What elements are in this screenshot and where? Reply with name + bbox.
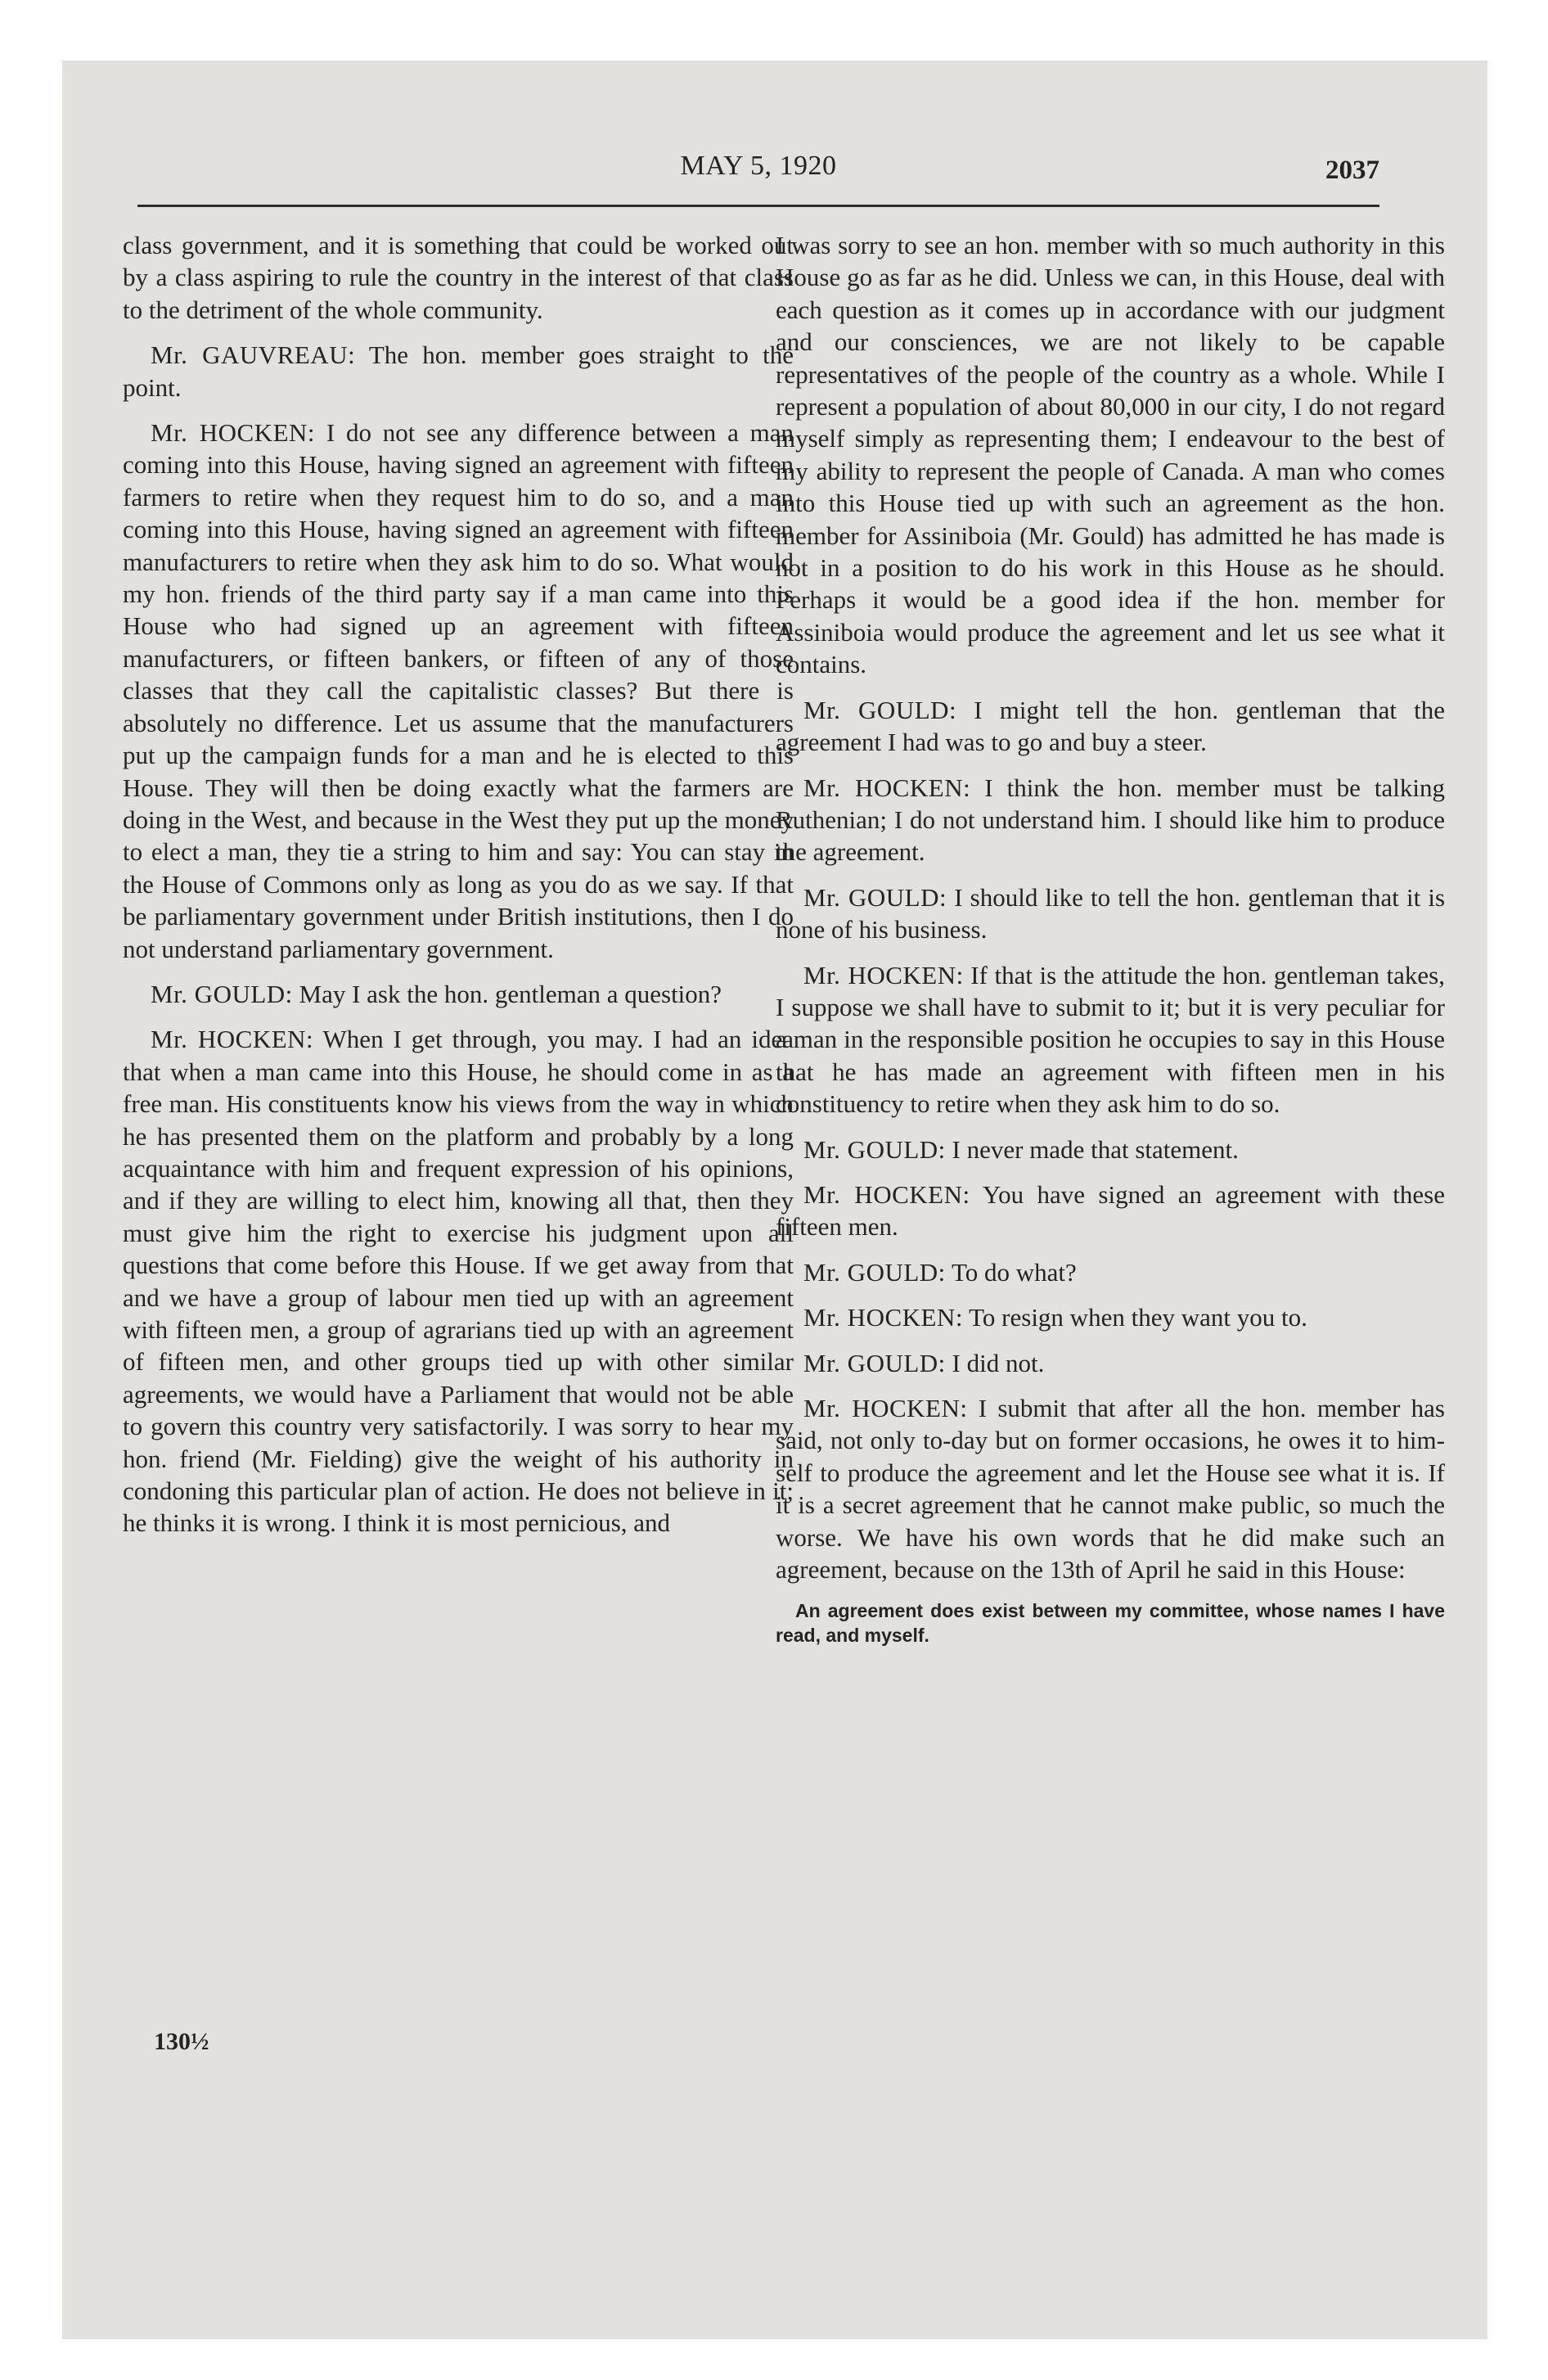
paragraph-text: To do what?: [951, 1257, 1077, 1287]
speaker-name: Mr. HOCKEN:: [803, 773, 971, 802]
paragraph-text: I think the hon. member must be talking Ruthenian; I do not understand him. I should like him to produce the agreement.: [776, 773, 1445, 867]
speaker-name: Mr. HOCKEN:: [151, 1025, 314, 1054]
paragraph: [776, 229, 1445, 681]
paragraph: [776, 1347, 1445, 1379]
paragraph-text: I never made that statement.: [952, 1134, 1239, 1164]
paragraph-text: I submit that after all the hon. member has said, not only to-day but on former occasions, he owes it to himself to produce the agreement and let the House see what it is. If it is a secret agreement that he cannot make public, so much the worse. We have his own words that he did make such an agreement, because on the 13th of April he said in this House:: [776, 1394, 1445, 1584]
speaker-name: Mr. GOULD:: [803, 1348, 946, 1377]
paragraph: [123, 229, 794, 326]
paragraph-text: I did not.: [952, 1348, 1045, 1377]
speaker-name: Mr. GOULD:: [803, 882, 947, 912]
paragraph-text: You have signed an agreement with these fifteen men.: [776, 1179, 1445, 1242]
speaker-name: Mr. HOCKEN:: [803, 1179, 970, 1209]
paragraph: [776, 1134, 1445, 1165]
paragraph-text: To resign when they want you to.: [969, 1303, 1307, 1332]
speaker-name: Mr. GOULD:: [151, 979, 293, 1008]
paragraph-text: The hon. member goes straight to the point.: [123, 340, 794, 402]
speaker-name: Mr. HOCKEN:: [803, 960, 964, 989]
speaker-name: Mr. HOCKEN:: [151, 418, 316, 448]
paragraph-text: I do not see any difference between a man coming into this House, having signed an agreement with fifteen farmers to retire when they request him to do so, and a man coming into this House, having signed an agreement with fifteen manufacturers to retire when they ask him to do so. What would my hon. friends of the third party say if a man came into this House who had signed up an agreement with fifteen manufacturers, or fifteen bankers, or fifteen of any of those classes that they call the capitalistic classes? But there is absolutely no difference. Let us assume that the manufacturers put up the campaign funds for a man and he is elected to this House. They will then be doing exactly what the farmers are doing in the West, and because in the West they put up the money to elect a man, they tie a string to him and say: You can stay in the House of Commons only as long as you do as we say. If that be parliamentary government under British institutions, then I do not understand parliamentary government.: [123, 418, 794, 963]
paragraph: [776, 881, 1445, 946]
page-number: 2037: [1325, 156, 1379, 185]
paragraph: [123, 339, 794, 403]
paragraph-text: I should like to tell the hon. gentleman that it is none of his business.: [776, 882, 1446, 944]
paragraph-text: class government, and it is something that could be worked out by a class aspiring to rule the country in the interest of that class to the detriment of the whole community.: [123, 231, 794, 324]
paragraph: [123, 1023, 794, 1539]
paragraph: [776, 959, 1445, 1120]
paragraph: [776, 694, 1445, 759]
paragraph-text: If that is the attitude the hon. gentleman takes, I suppose we shall have to submit to it; but it is very peculiar for a man in the responsible position he occupies to say in this House that he has made an agreement with fifteen men in his constituency to retire when they ask him to do so.: [776, 960, 1445, 1119]
speaker-name: Mr. HOCKEN:: [803, 1394, 968, 1422]
paragraph-text: I was sorry to see an hon. member with so much authority in this House go as far as he did. Unless we can, in this House, deal with each question as it comes up in accordance with our judgment and our consciences, we are not likely to be capable representatives of the people of the country as a whole. While I represent a population of about 80,000 in our city, I do not regard myself simply as representing them; I endeavour to the best of my ability to represent the people of Canada. A man who comes into this House tied up with such an agreement as the hon. member for Assiniboia (Mr. Gould) has admitted he has made is not in a position to do his work in this House as he should. Perhaps it would be a good idea if the hon. member for Assiniboia would produce the agreement and let us see what it contains.: [776, 231, 1445, 679]
paragraph: [123, 978, 794, 1010]
paragraph-text: I might tell the hon. gentleman that the agreement I had was to go and buy a steer.: [776, 695, 1445, 757]
block-quote: An agreement does exist between my committee, whose names I have read, and myself.: [776, 1600, 1445, 1647]
speaker-name: Mr. GOULD:: [803, 1134, 946, 1164]
paragraph: [776, 1301, 1445, 1333]
header-date: MAY 5, 1920: [680, 151, 837, 181]
speaker-name: Mr. HOCKEN:: [803, 1303, 963, 1332]
speaker-name: Mr. GAUVREAU:: [151, 340, 356, 370]
header-rule: [137, 205, 1379, 207]
paragraph-text: When I get through, you may. I had an idea that when a man came into this House, he should come in as a free man. His constituents know his views from the way in which he has presented them on the platform and probably by a long acquaintance with him and frequent expression of his opinions, and if they are willing to elect him, knowing all that, then they must give him the right to exercise his judgment upon all questions that come before this House. If we get away from that and we have a group of labour men tied up with an agreement with fifteen men, a group of agrarians tied up with an agreement of fifteen men, and other groups tied up with other similar agreements, we would have a Parliament that would not be able to govern this country very satisfactorily. I was sorry to hear my hon. friend (Mr. Fielding) give the weight of his authority in condoning this particular plan of action. He does not believe in it; he thinks it is wrong. I think it is most pernicious, and: [123, 1025, 794, 1538]
right-column: [776, 229, 1445, 1661]
speaker-name: Mr. GOULD:: [803, 1257, 946, 1287]
paragraph: [123, 417, 794, 965]
paragraph: [776, 1392, 1445, 1585]
paragraph: [776, 1179, 1445, 1243]
speaker-name: Mr. GOULD:: [803, 695, 957, 724]
folio: 130½: [154, 2028, 209, 2055]
page-header: [137, 151, 1379, 200]
paragraph: [776, 772, 1445, 868]
paragraph: [776, 1256, 1445, 1288]
paragraph-text: May I ask the hon. gentleman a question?: [299, 979, 722, 1008]
left-column: [123, 229, 794, 1553]
document-page: [62, 61, 1487, 2339]
